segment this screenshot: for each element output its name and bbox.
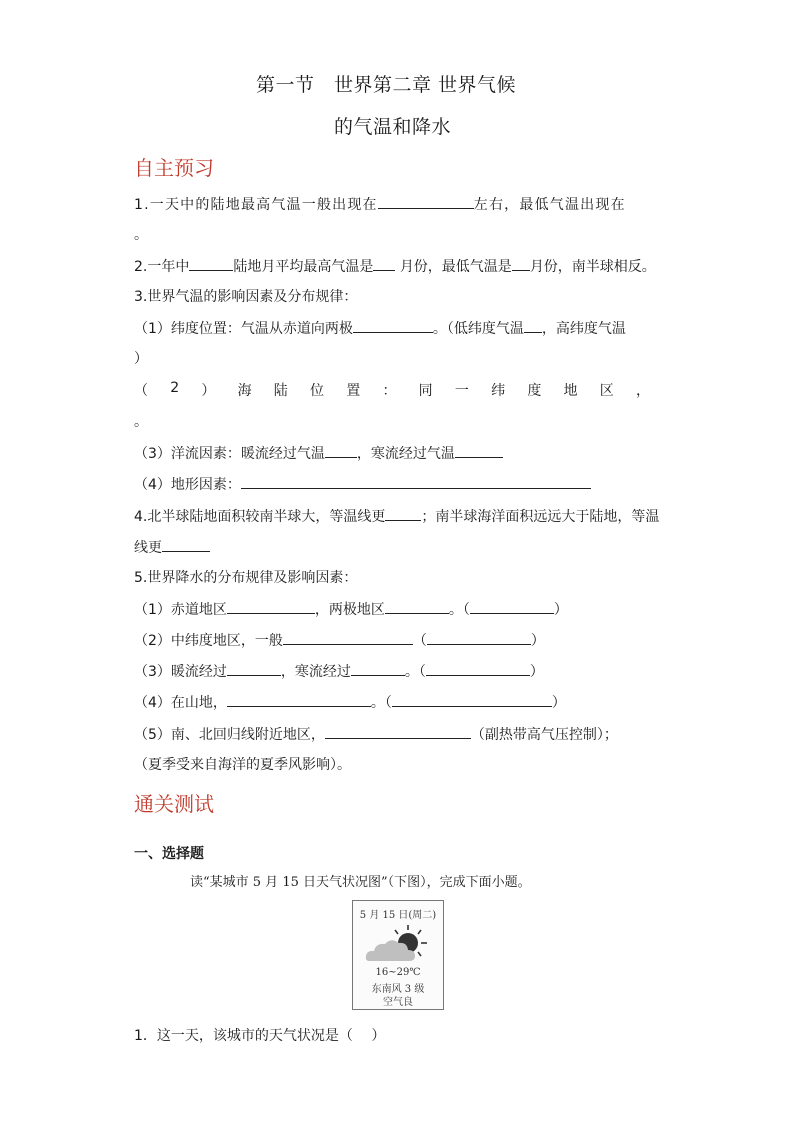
q3-2-token: 一 <box>454 383 469 399</box>
question-5-1 <box>134 598 568 619</box>
question-3-2-end: 。 <box>134 414 148 430</box>
blank <box>392 691 552 707</box>
blank <box>385 505 421 521</box>
blank <box>351 660 405 676</box>
question-1-end: 。 <box>134 227 148 243</box>
question-5-2-part-c: ） <box>530 633 545 649</box>
blank <box>512 255 530 271</box>
blank <box>227 598 315 614</box>
question-5-1-part-c: 。（ <box>448 602 470 618</box>
q3-2-token: 纬 <box>491 383 506 399</box>
question-3-4 <box>134 473 591 494</box>
question-5-2 <box>134 629 545 650</box>
blank <box>283 629 413 645</box>
choice-heading: 一、选择题 <box>134 846 204 862</box>
blank <box>524 317 542 333</box>
question-5-2-part-a: （2）中纬度地区，一般 <box>134 633 283 649</box>
question-5-3-part-b: ，寒流经过 <box>280 664 351 680</box>
question-4-part-a: 4.北半球陆地面积较南半球大，等温线更 <box>134 509 386 525</box>
question-5-1-part-d: ） <box>553 602 568 618</box>
question-3-heading: 3.世界气温的影响因素及分布规律： <box>134 289 358 305</box>
q3-2-token: 地 <box>563 383 578 399</box>
weather-card <box>352 900 444 1010</box>
question-5-2-part-b: （ <box>412 633 427 649</box>
question-2-part-d: 月份，南半球相反。 <box>529 259 656 275</box>
q3-2-token: （ <box>134 383 148 399</box>
question-3-4-part-a: （4）地形因素： <box>134 477 241 493</box>
blank <box>427 629 531 645</box>
q3-2-token: 2 <box>170 380 180 396</box>
q3-2-token: 陆 <box>273 383 288 399</box>
question-1 <box>134 193 626 214</box>
blank <box>227 660 281 676</box>
question-5-heading: 5.世界降水的分布规律及影响因素： <box>134 570 358 586</box>
question-5-4-part-b: 。（ <box>370 695 392 711</box>
question-3-2 <box>134 380 650 400</box>
question-5-4-part-a: （4）在山地， <box>134 695 227 711</box>
partly-cloudy-icon <box>363 921 433 967</box>
q3-2-token: 置 <box>346 383 361 399</box>
blank <box>227 691 371 707</box>
blank <box>162 536 210 552</box>
q3-2-token: 度 <box>527 383 542 399</box>
question-3-1-close: ） <box>134 351 148 367</box>
question-4-part-b: ；南半球海洋面积远远大于陆地，等温 <box>421 509 660 525</box>
question-5-1-part-a: （1）赤道地区 <box>134 602 227 618</box>
question-2-part-c: 月份，最低气温是 <box>399 259 512 275</box>
question-5-5-part-a: （5）南、北回归线附近地区， <box>134 727 325 743</box>
blank <box>241 473 591 489</box>
test-question-1: 1．这一天，该城市的天气状况是（ ） <box>134 1028 386 1044</box>
q3-2-token: ） <box>201 383 216 399</box>
question-5-5-cont: （夏季受来自海洋的夏季风影响）。 <box>134 757 351 773</box>
q3-2-token: 海 <box>237 383 252 399</box>
question-5-1-part-b: ，两极地区 <box>314 602 385 618</box>
question-5-5-part-b: （副热带高气压控制）； <box>470 727 618 743</box>
question-2 <box>134 255 656 276</box>
blank <box>455 442 503 458</box>
question-2-part-a: 2.一年中 <box>134 259 190 275</box>
section-heading-test: 通关测试 <box>134 792 214 816</box>
question-4-part-c: 线更 <box>134 540 162 556</box>
question-3-1-part-a: （1）纬度位置：气温从赤道向两极 <box>134 321 353 337</box>
question-5-3 <box>134 660 544 681</box>
blank <box>325 442 357 458</box>
question-4-cont <box>134 536 210 557</box>
question-3-1-part-c: ，高纬度气温 <box>541 321 626 337</box>
blank <box>378 193 474 209</box>
q3-2-token: ： <box>382 383 397 399</box>
page-title-line1: 第一节 世界第二章 世界气候 <box>256 74 517 96</box>
question-2-part-b: 陆地月平均最高气温是 <box>233 259 374 275</box>
q3-2-token: 位 <box>310 383 325 399</box>
question-3-3-part-b: ，寒流经过气温 <box>356 446 455 462</box>
page-title-line2: 的气温和降水 <box>334 116 452 138</box>
question-4 <box>134 505 659 526</box>
weather-temp: 16~29℃ <box>375 967 421 978</box>
question-1-part-a: 1.一天中的陆地最高气温一般出现在 <box>134 197 378 213</box>
question-3-1-part-b: 。（低纬度气温 <box>432 321 524 337</box>
question-intro: 读“某城市 5 月 15 日天气状况图”（下图），完成下面小题。 <box>190 875 531 890</box>
blank <box>373 255 395 271</box>
blank <box>325 723 471 739</box>
question-1-part-b: 左右，最低气温出现在 <box>473 197 626 213</box>
blank <box>470 598 554 614</box>
question-3-3-part-a: （3）洋流因素：暖流经过气温 <box>134 446 325 462</box>
blank <box>426 660 530 676</box>
blank <box>385 598 449 614</box>
blank <box>353 317 433 333</box>
question-5-3-part-c: 。（ <box>404 664 426 680</box>
q3-2-token: ， <box>635 383 650 399</box>
question-3-3 <box>134 442 503 463</box>
q3-2-token: 区 <box>599 383 614 399</box>
question-5-3-part-a: （3）暖流经过 <box>134 664 227 680</box>
question-5-3-part-d: ） <box>529 664 544 680</box>
q3-2-token: 同 <box>418 383 433 399</box>
question-5-4-part-c: ） <box>551 695 566 711</box>
weather-wind: 东南风 3 级 <box>371 984 425 995</box>
blank <box>189 255 233 271</box>
question-5-5 <box>134 723 618 744</box>
weather-air: 空气良 <box>383 997 413 1008</box>
question-5-4 <box>134 691 566 712</box>
section-heading-preview: 自主预习 <box>134 156 214 180</box>
question-3-1 <box>134 317 626 338</box>
weather-date: 5 月 15 日(周二) <box>359 910 437 921</box>
